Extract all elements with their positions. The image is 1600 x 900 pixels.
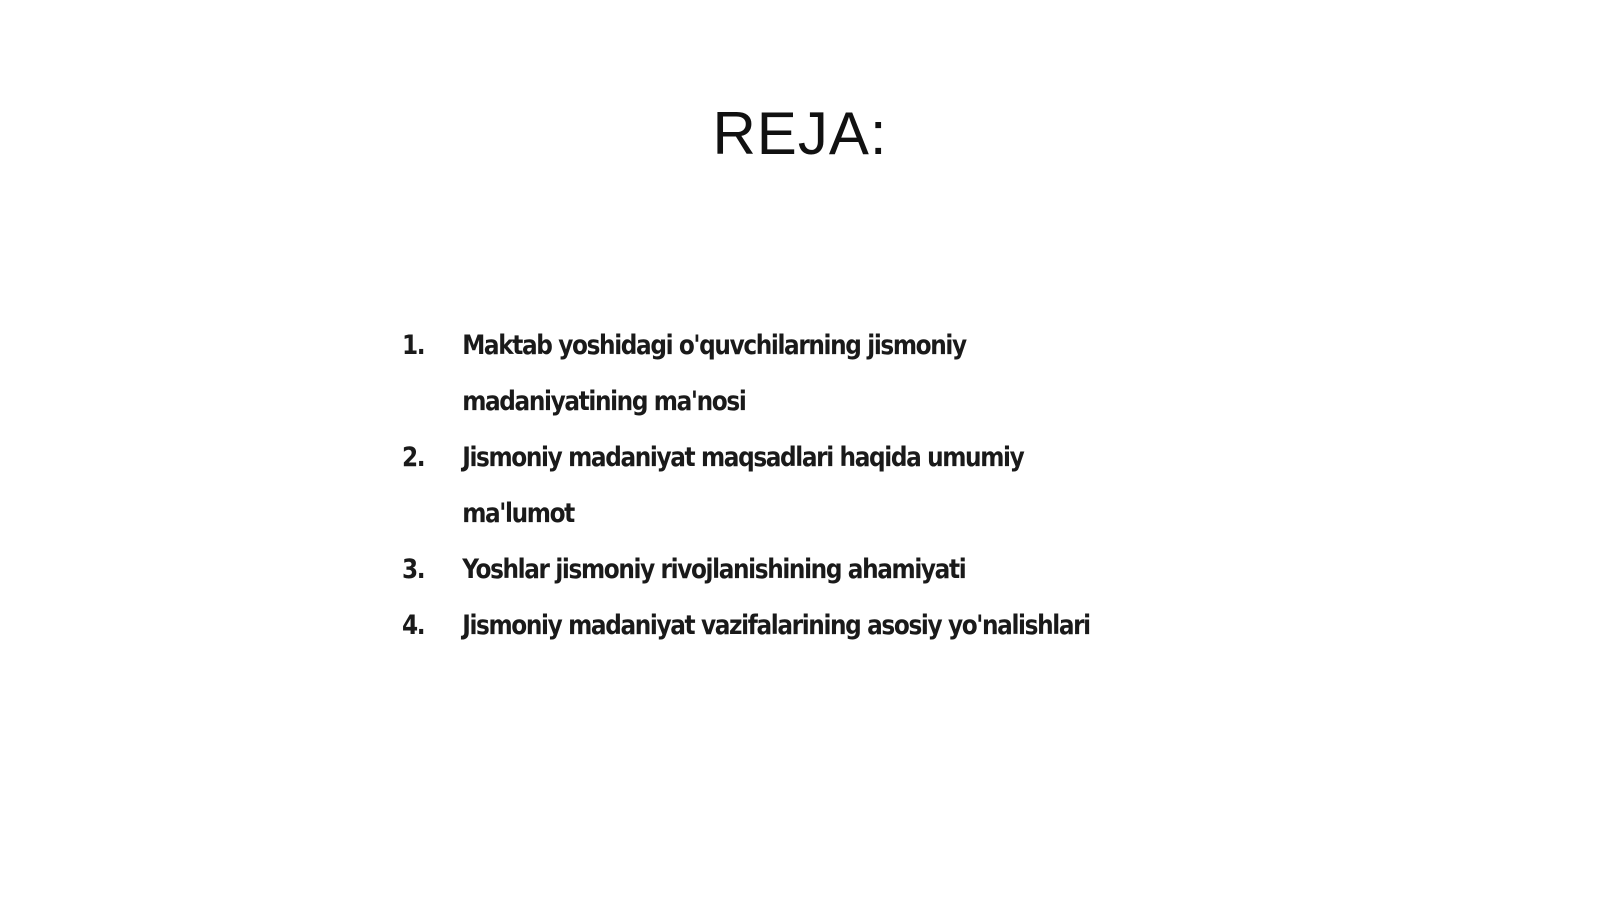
- list-item: [402, 318, 1090, 430]
- list-item-number: 3.: [402, 554, 425, 585]
- list-item-text: Maktab yoshidagi o'quvchilarning jismoniy madaniyatining ma'nosi: [462, 330, 966, 417]
- list-item-text: Yoshlar jismoniy rivojlanishining ahamiyati: [462, 554, 966, 585]
- list-item-text: Jismoniy madaniyat maqsadlari haqida umumiy ma'lumot: [462, 442, 1024, 529]
- slide-title: REJA:: [712, 100, 888, 167]
- list-item: [402, 598, 1090, 654]
- list-item-number: 2.: [402, 442, 425, 473]
- list-item-number: 1.: [402, 330, 425, 361]
- list-item-number: 4.: [402, 610, 425, 641]
- list-item: [402, 430, 1090, 542]
- list-item-text: Jismoniy madaniyat vazifalarining asosiy yo'nalishlari: [462, 610, 1090, 641]
- list-item: [402, 542, 1090, 598]
- plan-list: [402, 318, 1202, 654]
